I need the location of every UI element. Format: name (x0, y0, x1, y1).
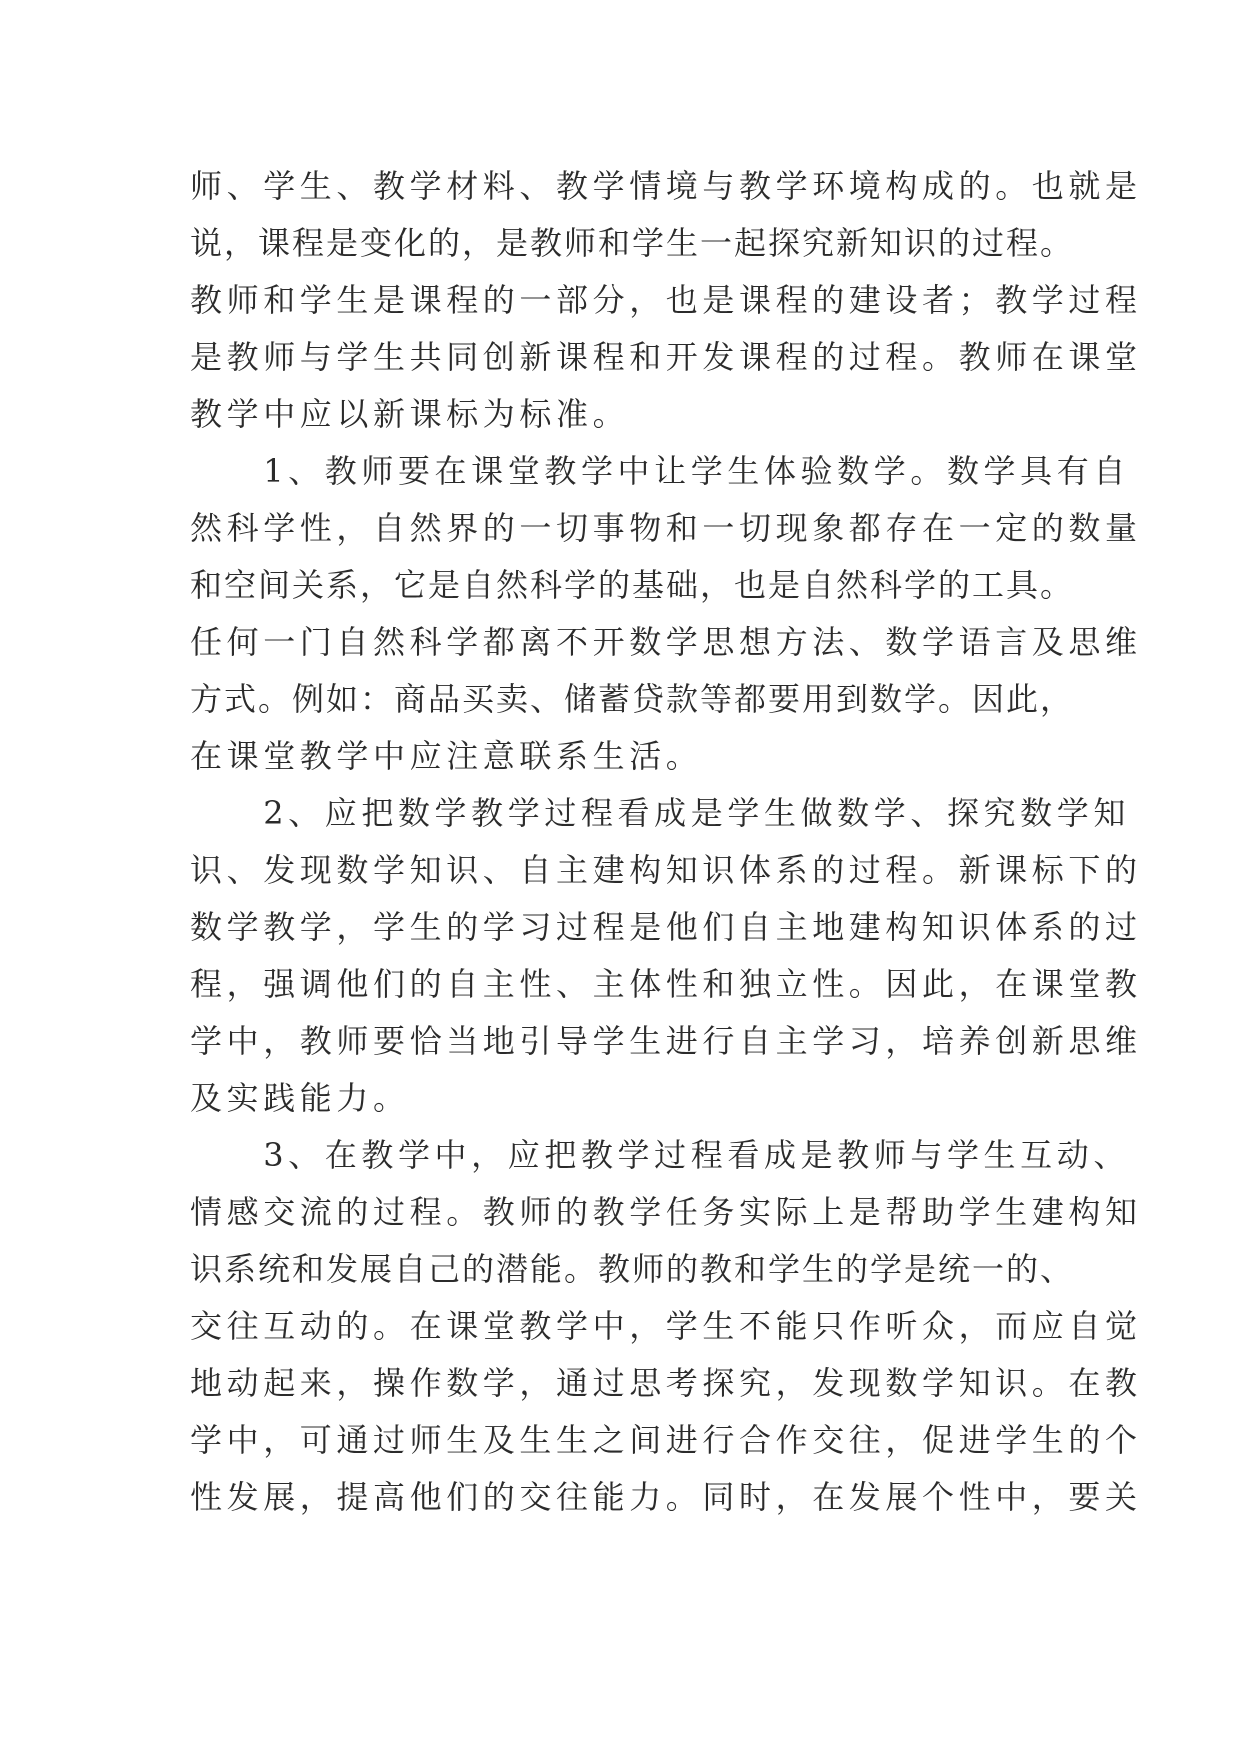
text-line: 在课堂教学中应注意联系生活。 (190, 737, 703, 775)
paragraph (190, 785, 1142, 1127)
text-line: 识系统和发展自己的潜能。教师的教和学生的学是统一的、 (190, 1250, 1075, 1288)
text-line: 然科学性，自然界的一切事物和一切现象都存在一定的数量 (190, 509, 1142, 547)
text-line: 方式。例如：商品买卖、储蓄贷款等都要用到数学。因此， (190, 680, 1075, 718)
text-line: 是教师与学生共同创新课程和开发课程的过程。教师在课堂 (190, 338, 1142, 376)
paragraph (190, 443, 1142, 785)
text-line: 地动起来，操作数学，通过思考探究，发现数学知识。在教 (190, 1364, 1142, 1402)
text-line: 师、学生、教学材料、教学情境与教学环境构成的。也就是 (190, 167, 1142, 205)
text-line: 任何一门自然科学都离不开数学思想方法、数学语言及思维 (190, 623, 1142, 661)
text-line: 识、发现数学知识、自主建构知识体系的过程。新课标下的 (190, 851, 1142, 889)
text-line: 3、在教学中，应把教学过程看成是教师与学生互动、 (190, 1136, 1130, 1174)
text-line: 学中，可通过师生及生生之间进行合作交往，促进学生的个 (190, 1421, 1142, 1459)
text-line: 学中，教师要恰当地引导学生进行自主学习，培养创新思维 (190, 1022, 1142, 1060)
text-line: 教学中应以新课标为标准。 (190, 395, 630, 433)
text-line: 1、教师要在课堂教学中让学生体验数学。数学具有自 (190, 452, 1130, 490)
text-line: 数学教学，学生的学习过程是他们自主地建构知识体系的过 (190, 908, 1142, 946)
text-line: 性发展，提高他们的交往能力。同时，在发展个性中，要关 (190, 1478, 1142, 1516)
body-text (190, 158, 1142, 1526)
text-line: 情感交流的过程。教师的教学任务实际上是帮助学生建构知 (190, 1193, 1142, 1231)
text-line: 交往互动的。在课堂教学中，学生不能只作听众，而应自觉 (190, 1307, 1142, 1345)
paragraph (190, 1127, 1142, 1526)
text-line: 2、应把数学教学过程看成是学生做数学、探究数学知 (190, 794, 1130, 832)
text-line: 程，强调他们的自主性、主体性和独立性。因此，在课堂教 (190, 965, 1142, 1003)
text-line: 及实践能力。 (190, 1079, 410, 1117)
paragraph (190, 158, 1142, 443)
text-line: 教师和学生是课程的一部分，也是课程的建设者；教学过程 (190, 281, 1142, 319)
text-line: 和空间关系，它是自然科学的基础，也是自然科学的工具。 (190, 566, 1075, 604)
text-line: 说，课程是变化的，是教师和学生一起探究新知识的过程。 (190, 224, 1075, 262)
